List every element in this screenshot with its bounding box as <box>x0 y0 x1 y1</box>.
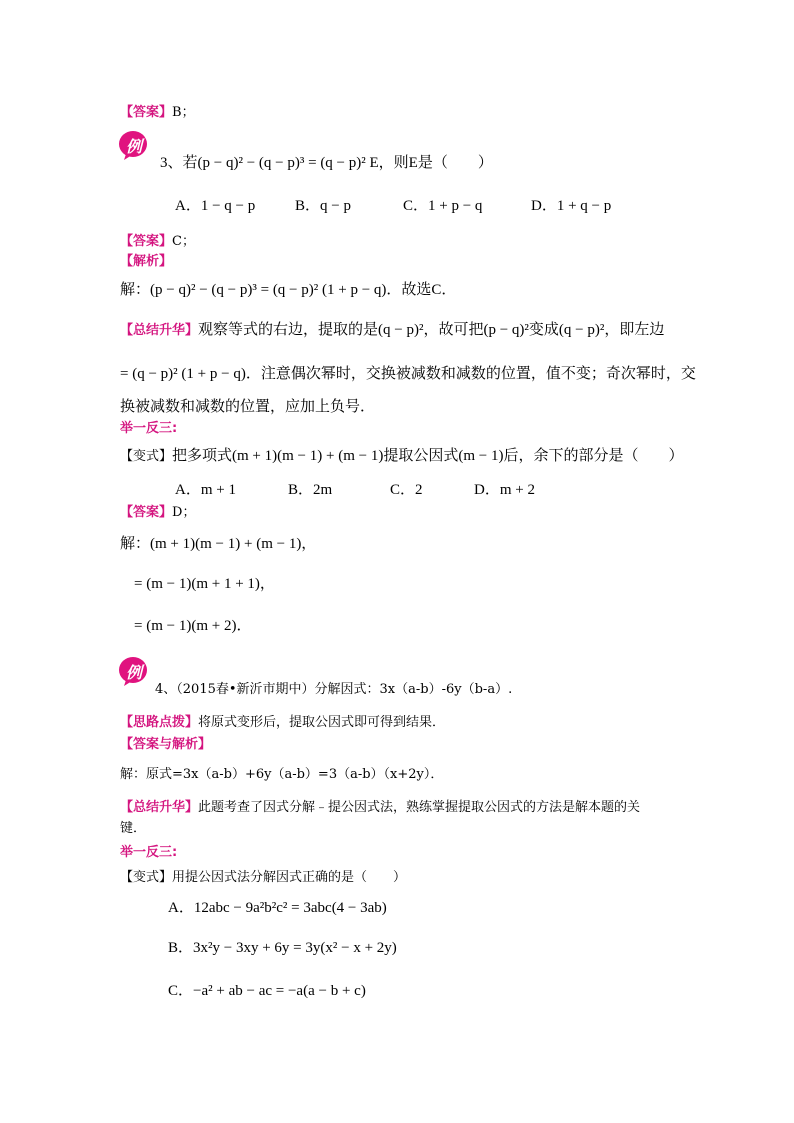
work-line-3: = (m − 1)(m + 2)． <box>134 618 252 634</box>
answer-line <box>120 230 195 249</box>
answer-tag: 【答案】 <box>120 105 173 120</box>
variant-option-a: A．m + 1 <box>175 482 236 498</box>
variant-option-b: B．2m <box>288 482 333 498</box>
example-badge-icon: 例 <box>118 130 150 160</box>
answer-tag: 【答案】 <box>120 505 173 520</box>
summary-line-1: 【总结升华】观察等式的右边，提取的是(q − p)²，故可把(p − q)²变成(q − p)²，即左边 <box>120 322 665 338</box>
hint-tag: 【思路点拨】 <box>120 715 199 730</box>
example-badge-icon: 例 <box>118 656 150 686</box>
practice-tag: 举一反三: <box>120 421 178 436</box>
hint-line: 【思路点拨】将原式变形后，提取公因式即可得到结果． <box>120 715 446 730</box>
work-line-1: 解：(m + 1)(m − 1) + (m − 1)， <box>120 536 317 552</box>
variant-option-a: A．12abc − 9a²b²c² = 3abc(4 − 3ab) <box>168 900 387 916</box>
solution-4: 解：原式=3x（a-b）+6y（a-b）=3（a-b）（x+2y）． <box>120 767 444 782</box>
question-4: 4、（2015春•新沂市期中）分解因式：3x（a-b）-6y（b-a）. <box>155 682 513 697</box>
solution-3: 解：(p − q)² − (q − p)³ = (q − p)² (1 + p − q)．故选C． <box>120 282 457 298</box>
option-a: A．1 − q − p <box>175 198 256 214</box>
variant-option-c: C．2 <box>390 482 423 498</box>
analysis-tag: 【解析】 <box>120 254 173 269</box>
answer-line <box>120 101 195 120</box>
answer-text: C； <box>172 234 195 249</box>
answer-tag: 【答案】 <box>120 234 173 249</box>
variant-option-d: D．m + 2 <box>474 482 535 498</box>
summary-line-2: 键． <box>120 821 147 836</box>
summary-line-3: 换被减数和减数的位置，应加上负号． <box>120 399 376 415</box>
practice-tag: 举一反三: <box>120 845 178 860</box>
variant-option-c: C．−a² + ab − ac = −a(a − b + c) <box>168 983 366 999</box>
work-line-2: = (m − 1)(m + 1 + 1)， <box>134 576 275 592</box>
variant-option-b: B．3x²y − 3xy + 6y = 3y(x² − x + 2y) <box>168 940 397 956</box>
variant-tag: 【变式】 <box>120 870 173 885</box>
summary-tag: 【总结升华】 <box>120 800 199 815</box>
summary-line-1: 【总结升华】此题考查了因式分解﹣提公因式法，熟练掌握提取公因式的方法是解本题的关 <box>120 800 641 815</box>
answer-analysis-tag: 【答案与解析】 <box>120 737 212 752</box>
question-3: 3、若(p − q)² − (q − p)³ = (q − p)² E，则E是（ ） <box>160 155 493 171</box>
variant-tag: 【变式】 <box>120 449 173 464</box>
option-b: B．q − p <box>295 198 351 214</box>
variant-answer-line: 【答案】D； <box>120 505 196 520</box>
answer-text: B； <box>172 105 195 120</box>
option-d: D．1 + q − p <box>531 198 612 214</box>
summary-line-2: = (q − p)² (1 + p − q)．注意偶次幂时，交换被减数和减数的位置，值不变；奇次幂时，交 <box>120 366 696 382</box>
variant-question: 【变式】用提公因式法分解因式正确的是（ ） <box>120 870 407 885</box>
summary-tag: 【总结升华】 <box>120 323 199 338</box>
variant-question: 【变式】把多项式(m + 1)(m − 1) + (m − 1)提取公因式(m − 1)后，余下的部分是（ ） <box>120 448 684 464</box>
option-c: C．1 + p − q <box>403 198 483 214</box>
